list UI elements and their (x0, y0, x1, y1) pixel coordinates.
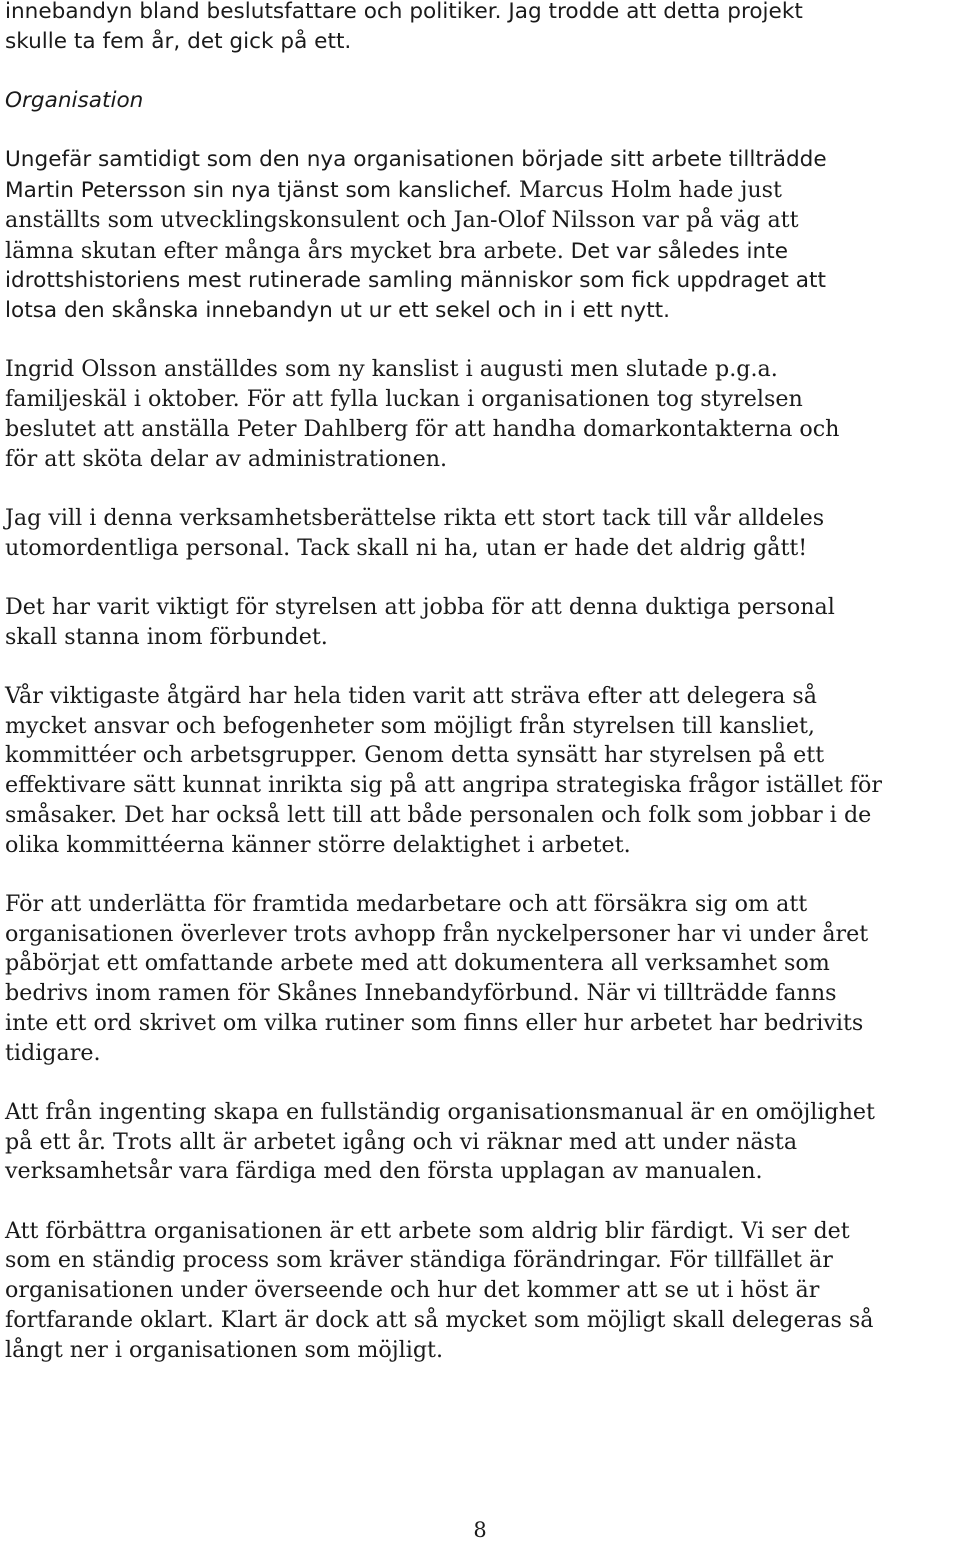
paragraph-gap (5, 1068, 957, 1098)
text-line: verksamhetsår vara färdiga med den första upplagan av manualen. (5, 1158, 763, 1185)
text-line: för att sköta delar av administrationen. (5, 445, 448, 472)
text-line: Det har varit viktigt för styrelsen att jobba för att denna duktiga personal (5, 593, 835, 620)
text-line: beslutet att anställa Peter Dahlberg för att handha domarkontakterna och (5, 415, 840, 442)
text-line: effektivare sätt kunnat inrikta sig på att angripa strategiska frågor istället för (5, 772, 882, 799)
paragraph-gap (5, 56, 957, 86)
text-line: bedrivs inom ramen för Skånes Innebandyförbund. När vi tillträdde fanns (5, 980, 837, 1007)
delegation-paragraph (5, 682, 957, 860)
text-line: Det var således inte (563, 238, 788, 264)
text-line: på ett år. Trots allt är arbetet igång och vi räknar med att under nästa (5, 1128, 798, 1155)
text-line: idrottshistoriens mest rutinerade samling människor som fick uppdraget att (5, 268, 826, 294)
text-line: påbörjat ett omfattande arbete med att dokumentera all verksamhet som (5, 950, 830, 977)
manual-paragraph (5, 1098, 957, 1187)
paragraph-gap (5, 326, 957, 356)
text-line: Vår viktigaste åtgärd har hela tiden varit att sträva efter att delegera så (5, 683, 818, 710)
text-line: Att från ingenting skapa en fullständig organisationsmanual är en omöjlighet (5, 1098, 875, 1125)
text-line: skall stanna inom förbundet. (5, 623, 328, 650)
text-line: inte ett ord skrivet om vilka rutiner som finns eller hur arbetet har bedrivits (5, 1009, 864, 1036)
text-line: familjeskäl i oktober. (5, 386, 240, 413)
paragraph-gap (5, 116, 957, 146)
text-line: som en ständig process som kräver ständiga förändringar. För tillfället är (5, 1247, 833, 1274)
text-line: utomordentliga personal. Tack skall ni ha, utan er hade det aldrig gått! (5, 534, 808, 561)
text-line: För att fylla luckan i organisationen tog styrelsen (239, 386, 803, 413)
text-line: För att underlätta för framtida medarbetare och att försäkra sig om att (5, 890, 808, 917)
paragraph-gap (5, 652, 957, 682)
paragraph-gap (5, 563, 957, 593)
text-line: organisationen under överseende och hur det kommer att se ut i höst är (5, 1277, 820, 1304)
text-line: kommittéer och arbetsgrupper. Genom detta synsätt har styrelsen på ett (5, 742, 825, 769)
text-line: olika kommittéerna känner större delaktighet i arbetet. (5, 831, 631, 858)
paragraph-gap (5, 860, 957, 890)
text-line: skulle ta fem år, det gick på ett. (5, 28, 352, 54)
personnel-paragraph (5, 593, 957, 652)
improvement-paragraph (5, 1217, 957, 1366)
text-line: organisationen överlever trots avhopp från nyckelpersoner har vi under året (5, 920, 869, 947)
page-number: 8 (473, 1518, 487, 1542)
text-line: anställts som utvecklingskonsulent och Jan-Olof Nilsson var på väg att (5, 206, 799, 233)
text-line: Martin Petersson sin nya tjänst som kanslichef. (5, 178, 512, 204)
text-line: innebandyn bland beslutsfattare och politiker. Jag trodde att detta projekt (5, 0, 803, 24)
text-line: småsaker. Det har också lett till att både personalen och folk som jobbar i de (5, 801, 872, 828)
text-line: mycket ansvar och befogenheter som möjligt från styrelsen till kansliet, (5, 712, 815, 739)
text-line: Att förbättra organisationen är ett arbete som aldrig blir färdigt. Vi ser det (5, 1217, 850, 1244)
thanks-paragraph (5, 504, 957, 563)
document-page (5, 0, 957, 1365)
text-line: fortfarande oklart. Klart är dock att så mycket som möjligt skall delegeras så (5, 1306, 874, 1333)
text-line: Ungefär samtidigt som den nya organisationen började sitt arbete tillträdde (5, 147, 827, 173)
section-heading: Organisation (5, 88, 144, 114)
organisation-paragraph (5, 145, 957, 325)
text-line: lotsa den skånska innebandyn ut ur ett sekel och in i ett nytt. (5, 298, 670, 323)
text-line: Jag vill i denna verksamhetsberättelse rikta ett stort tack till vår alldeles (5, 504, 825, 531)
text-line: lämna skutan efter många års mycket bra arbete. (5, 237, 564, 264)
text-line: tidigare. (5, 1039, 101, 1066)
paragraph-gap (5, 474, 957, 504)
text-line: Marcus Holm hade just (511, 177, 782, 204)
staff-paragraph (5, 355, 957, 474)
text-line: långt ner i organisationen som möjligt. (5, 1336, 444, 1363)
paragraph-gap (5, 1187, 957, 1217)
documentation-paragraph (5, 890, 957, 1068)
text-line: Ingrid Olsson anställdes som ny kanslist i augusti men slutade p.g.a. (5, 356, 778, 383)
intro-paragraph (5, 0, 957, 56)
